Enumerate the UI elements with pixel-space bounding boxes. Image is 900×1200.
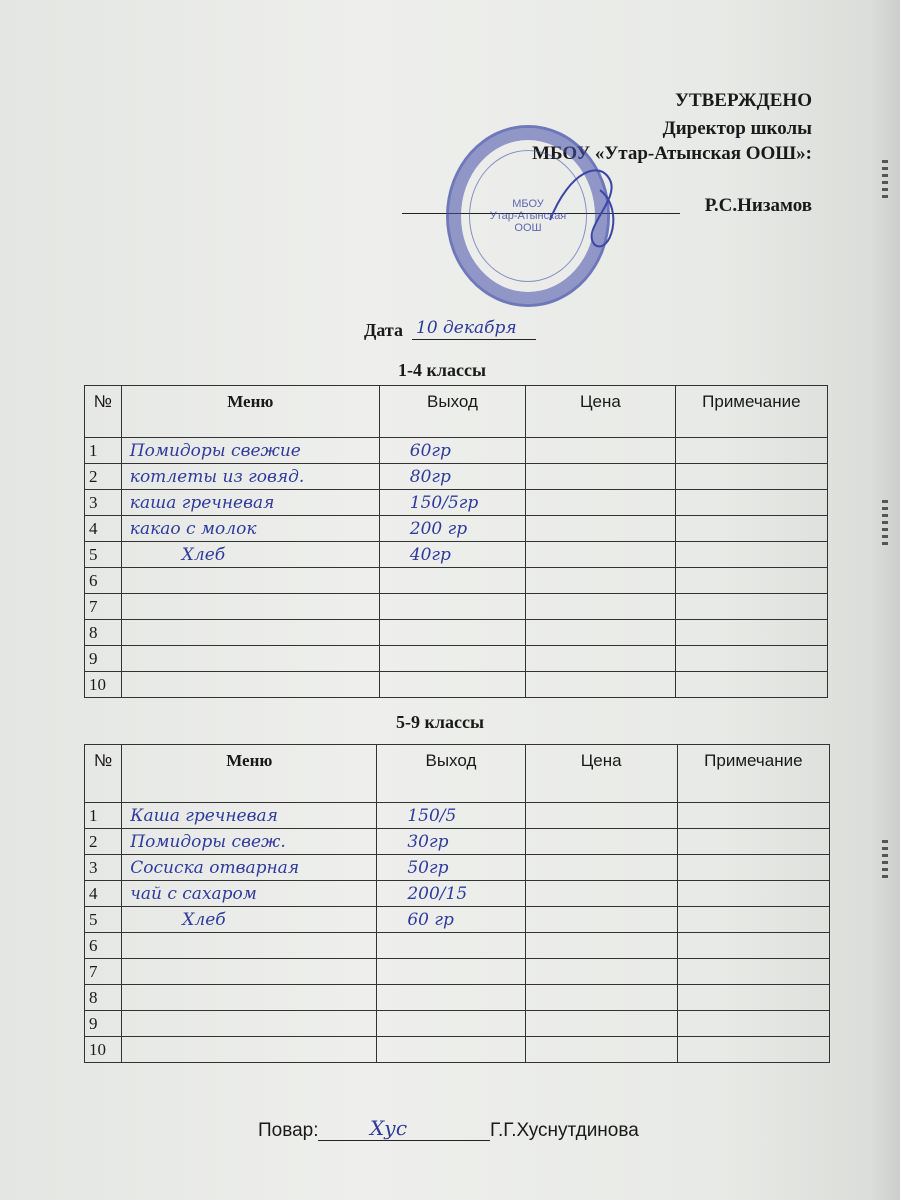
cook-name: Г.Г.Хуснутдинова bbox=[490, 1120, 639, 1141]
row-number-text: 6 bbox=[89, 935, 98, 955]
row-menu-item bbox=[122, 959, 377, 985]
table-row bbox=[85, 1011, 830, 1037]
row-number-text: 6 bbox=[89, 570, 98, 590]
menu-table-grades-1-4 bbox=[84, 385, 828, 698]
row-menu-item bbox=[122, 933, 377, 959]
row-number-text: 4 bbox=[89, 883, 98, 903]
row-price bbox=[526, 490, 676, 516]
row-number bbox=[85, 933, 122, 959]
row-output-text: 200/15 bbox=[407, 883, 468, 904]
row-menu-item bbox=[122, 985, 377, 1011]
row-price bbox=[526, 646, 676, 672]
row-menu-item bbox=[121, 620, 379, 646]
row-number bbox=[85, 438, 122, 464]
row-output-text: 150/5 bbox=[407, 805, 457, 826]
row-number-text: 3 bbox=[89, 857, 98, 877]
row-number-text: 4 bbox=[89, 518, 98, 538]
cook-signature: Хус bbox=[370, 1116, 408, 1140]
row-number-text: 9 bbox=[89, 1013, 98, 1033]
header-output: Выход bbox=[377, 745, 525, 803]
row-note bbox=[675, 646, 827, 672]
row-number-text: 10 bbox=[89, 674, 106, 694]
row-price bbox=[526, 620, 676, 646]
row-output bbox=[379, 646, 525, 672]
row-output bbox=[379, 438, 525, 464]
table-row bbox=[85, 464, 828, 490]
row-number bbox=[85, 855, 122, 881]
table-row bbox=[85, 803, 830, 829]
row-number-text: 5 bbox=[89, 544, 98, 564]
row-number bbox=[85, 829, 122, 855]
row-number bbox=[85, 672, 122, 698]
row-menu-item bbox=[121, 464, 379, 490]
row-price bbox=[526, 542, 676, 568]
row-price bbox=[525, 855, 677, 881]
header-price: Цена bbox=[525, 745, 677, 803]
approval-position: Директор школы bbox=[662, 118, 812, 139]
row-number bbox=[85, 881, 122, 907]
row-note bbox=[675, 542, 827, 568]
row-menu-item-text: Хлеб bbox=[182, 909, 226, 930]
row-note bbox=[675, 620, 827, 646]
table-row bbox=[85, 959, 830, 985]
row-price bbox=[526, 594, 676, 620]
row-output bbox=[379, 568, 525, 594]
row-output-text: 40гр bbox=[409, 544, 451, 565]
row-menu-item bbox=[122, 1037, 377, 1063]
header-price: Цена bbox=[526, 386, 676, 438]
row-menu-item bbox=[121, 594, 379, 620]
row-number-text: 8 bbox=[89, 622, 98, 642]
row-output bbox=[379, 516, 525, 542]
row-number-text: 1 bbox=[89, 805, 98, 825]
row-output bbox=[377, 933, 525, 959]
row-price bbox=[525, 803, 677, 829]
row-menu-item bbox=[122, 829, 377, 855]
row-menu-item bbox=[121, 438, 379, 464]
menu-table-grades-5-9 bbox=[84, 744, 830, 1063]
header-output: Выход bbox=[379, 386, 525, 438]
row-output-text: 80гр bbox=[409, 466, 451, 487]
row-menu-item bbox=[122, 907, 377, 933]
director-name: Р.С.Низамов bbox=[704, 195, 812, 216]
approval-title: УТВЕРЖДЕНО bbox=[675, 90, 812, 111]
row-number bbox=[85, 516, 122, 542]
row-price bbox=[525, 933, 677, 959]
row-output bbox=[379, 594, 525, 620]
header-note: Примечание bbox=[675, 386, 827, 438]
row-note bbox=[677, 1011, 829, 1037]
row-price bbox=[525, 1011, 677, 1037]
row-price bbox=[525, 881, 677, 907]
approval-school: МБОУ «Утар-Атынская ООШ»: bbox=[532, 143, 812, 164]
table-row bbox=[85, 881, 830, 907]
row-output bbox=[377, 881, 525, 907]
row-note bbox=[677, 1037, 829, 1063]
date-underline bbox=[412, 339, 536, 340]
row-menu-item bbox=[122, 1011, 377, 1037]
row-price bbox=[525, 907, 677, 933]
row-menu-item bbox=[121, 646, 379, 672]
row-menu-item-text: котлеты из говяд. bbox=[129, 466, 305, 487]
row-output bbox=[379, 464, 525, 490]
row-output-text: 150/5гр bbox=[409, 492, 479, 513]
edge-marks-top bbox=[882, 160, 890, 202]
row-number bbox=[85, 1011, 122, 1037]
row-price bbox=[525, 959, 677, 985]
row-output bbox=[377, 1037, 525, 1063]
row-output bbox=[377, 855, 525, 881]
table-row bbox=[85, 985, 830, 1011]
edge-marks-middle bbox=[882, 500, 890, 549]
row-price bbox=[525, 985, 677, 1011]
row-note bbox=[677, 985, 829, 1011]
date-value: 10 декабря bbox=[416, 318, 517, 338]
row-output bbox=[377, 959, 525, 985]
cook-label: Повар: bbox=[258, 1120, 319, 1141]
row-output-text: 200 гр bbox=[409, 518, 468, 539]
row-note bbox=[675, 672, 827, 698]
row-output bbox=[377, 907, 525, 933]
row-number-text: 5 bbox=[89, 909, 98, 929]
cook-signature-line bbox=[318, 1140, 490, 1141]
row-number-text: 9 bbox=[89, 648, 98, 668]
table-row bbox=[85, 907, 830, 933]
row-menu-item-text: каша гречневая bbox=[129, 492, 275, 513]
row-number-text: 2 bbox=[89, 466, 98, 486]
row-output bbox=[377, 803, 525, 829]
row-number bbox=[85, 1037, 122, 1063]
row-number-text: 8 bbox=[89, 987, 98, 1007]
row-menu-item bbox=[121, 672, 379, 698]
row-number bbox=[85, 907, 122, 933]
row-output bbox=[379, 542, 525, 568]
row-menu-item-text: Помидоры свеж. bbox=[130, 831, 286, 852]
row-output bbox=[377, 829, 525, 855]
stamp-text: МБОУ Утар-Атынская ООШ bbox=[489, 198, 567, 234]
date-label: Дата bbox=[364, 320, 403, 340]
row-menu-item bbox=[121, 568, 379, 594]
row-output-text: 60гр bbox=[409, 440, 451, 461]
row-output-text: 50гр bbox=[407, 857, 449, 878]
table-row bbox=[85, 542, 828, 568]
row-number-text: 7 bbox=[89, 596, 98, 616]
row-note bbox=[677, 803, 829, 829]
row-note bbox=[675, 490, 827, 516]
row-menu-item-text: Каша гречневая bbox=[130, 805, 278, 826]
table-row bbox=[85, 594, 828, 620]
row-number bbox=[85, 646, 122, 672]
edge-marks-bottom bbox=[882, 840, 890, 882]
row-output bbox=[377, 985, 525, 1011]
row-output-text: 60 гр bbox=[407, 909, 454, 930]
table-row bbox=[85, 438, 828, 464]
section1-title: 1-4 классы bbox=[398, 360, 486, 380]
section2-title: 5-9 классы bbox=[396, 712, 484, 732]
table-row bbox=[85, 646, 828, 672]
header-number: № bbox=[85, 745, 122, 803]
row-menu-item-text: чай с сахаром bbox=[130, 883, 257, 904]
header-menu: Меню bbox=[121, 386, 379, 438]
header-note: Примечание bbox=[677, 745, 829, 803]
table-row bbox=[85, 933, 830, 959]
header-menu: Меню bbox=[122, 745, 377, 803]
row-number bbox=[85, 542, 122, 568]
row-number bbox=[85, 568, 122, 594]
row-menu-item-text: какао с молок bbox=[129, 518, 257, 539]
row-number bbox=[85, 803, 122, 829]
row-menu-item bbox=[121, 542, 379, 568]
row-note bbox=[675, 464, 827, 490]
row-price bbox=[526, 516, 676, 542]
row-number-text: 1 bbox=[89, 440, 98, 460]
table-header-row bbox=[85, 386, 828, 438]
row-number-text: 10 bbox=[89, 1039, 106, 1059]
table-row bbox=[85, 516, 828, 542]
row-menu-item-text: Сосиска отварная bbox=[130, 857, 300, 878]
header-number: № bbox=[85, 386, 122, 438]
row-number bbox=[85, 490, 122, 516]
row-output bbox=[379, 620, 525, 646]
table-row bbox=[85, 620, 828, 646]
row-note bbox=[675, 438, 827, 464]
row-price bbox=[525, 829, 677, 855]
table-row bbox=[85, 855, 830, 881]
row-number bbox=[85, 959, 122, 985]
row-note bbox=[677, 933, 829, 959]
table-row bbox=[85, 1037, 830, 1063]
row-price bbox=[525, 1037, 677, 1063]
table-row bbox=[85, 568, 828, 594]
row-menu-item bbox=[121, 490, 379, 516]
row-number bbox=[85, 594, 122, 620]
row-note bbox=[677, 855, 829, 881]
row-number-text: 3 bbox=[89, 492, 98, 512]
director-signature bbox=[540, 150, 630, 260]
row-number-text: 2 bbox=[89, 831, 98, 851]
row-price bbox=[526, 464, 676, 490]
table-row bbox=[85, 490, 828, 516]
row-price bbox=[526, 438, 676, 464]
row-menu-item bbox=[122, 803, 377, 829]
row-price bbox=[526, 672, 676, 698]
row-note bbox=[677, 829, 829, 855]
row-menu-item bbox=[122, 855, 377, 881]
row-number bbox=[85, 464, 122, 490]
row-note bbox=[675, 516, 827, 542]
row-menu-item bbox=[121, 516, 379, 542]
row-menu-item bbox=[122, 881, 377, 907]
row-number bbox=[85, 620, 122, 646]
row-menu-item-text: Хлеб bbox=[181, 544, 226, 565]
row-output bbox=[379, 672, 525, 698]
row-note bbox=[677, 959, 829, 985]
row-note bbox=[677, 907, 829, 933]
row-note bbox=[675, 568, 827, 594]
row-output-text: 30гр bbox=[407, 831, 449, 852]
row-number-text: 7 bbox=[89, 961, 98, 981]
table-row bbox=[85, 829, 830, 855]
row-output bbox=[377, 1011, 525, 1037]
row-price bbox=[526, 568, 676, 594]
row-note bbox=[675, 594, 827, 620]
row-menu-item-text: Помидоры свежие bbox=[129, 440, 301, 461]
row-number bbox=[85, 985, 122, 1011]
table-row bbox=[85, 672, 828, 698]
row-note bbox=[677, 881, 829, 907]
table-header-row bbox=[85, 745, 830, 803]
row-output bbox=[379, 490, 525, 516]
